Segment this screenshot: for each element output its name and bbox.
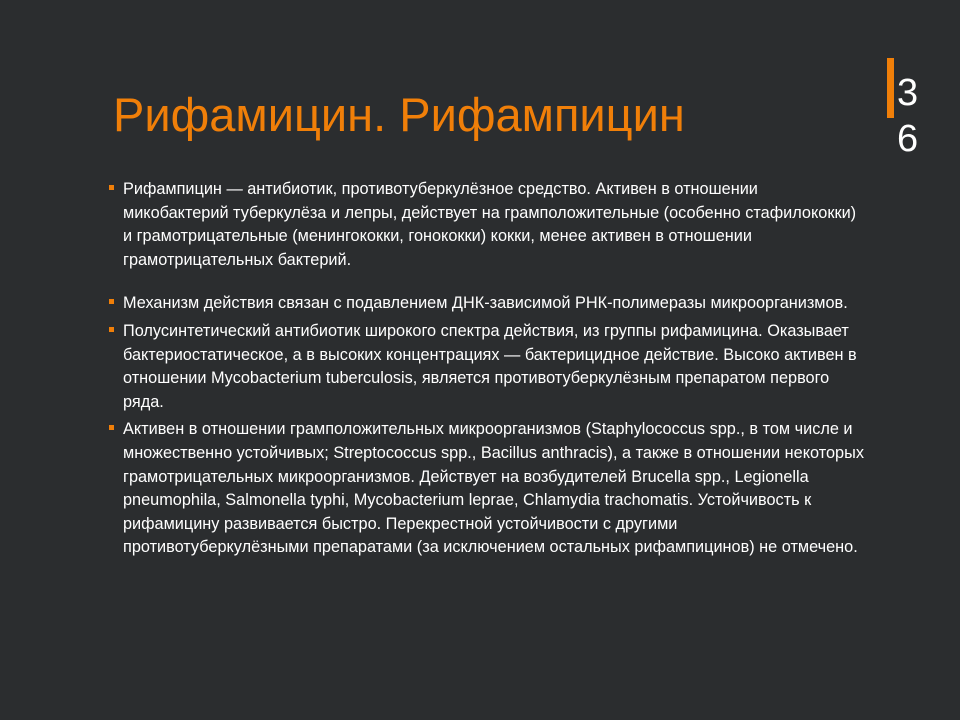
slide-title: Рифамицин. Рифампицин [113, 88, 685, 141]
bullet-text: Полусинтетический антибиотик широкого спектра действия, из группы рифамицина. Оказывает бактериостатическое, а в высоких концентрациях — бактерицидное действие. Высоко активен в отношении Mycobacterium tuberculosis, является противотуберкулёзным препаратом первого ряда. [123, 321, 857, 411]
bullet-item [107, 320, 867, 414]
bullet-item [107, 178, 867, 272]
bullet-square-icon [109, 185, 114, 190]
bullet-list [107, 178, 867, 564]
slide-number: 36 [897, 72, 919, 160]
bullet-text: Активен в отношении грамположительных микроорганизмов (Staphylococcus spp., в том числе и множественно устойчивых; Streptococcus spp., Bacillus anthracis), а также в отношении некоторых грамотрицательных микроорганизмов. Действует на возбудителей Brucella spp., Legionella pneumophila, Salmonella typhi, Mycobacterium leprae, Chlamydia trachomatis. Устойчивость к рифамицину развивается быстро. Перекрестной устойчивости с другими противотуберкулёзными препаратами (за исключением остальных рифампицинов) не отмечено. [123, 420, 864, 557]
slide-number-accent-bar [887, 58, 894, 118]
bullet-square-icon [109, 299, 114, 304]
bullet-text: Механизм действия связан с подавлением ДНК-зависимой РНК-полимеразы микроорганизмов. [123, 294, 848, 313]
bullet-item [107, 292, 867, 316]
bullet-text: Рифампицин — антибиотик, противотуберкулёзное средство. Активен в отношении микобактерий туберкулёза и лепры, действует на грамположительные (особенно стафилококки) и грамотрицательные (менингококки, гонококки) кокки, менее активен в отношении грамотрицательных бактерий. [123, 180, 857, 269]
bullet-square-icon [109, 327, 114, 332]
bullet-item [107, 418, 867, 560]
bullet-square-icon [109, 425, 114, 430]
